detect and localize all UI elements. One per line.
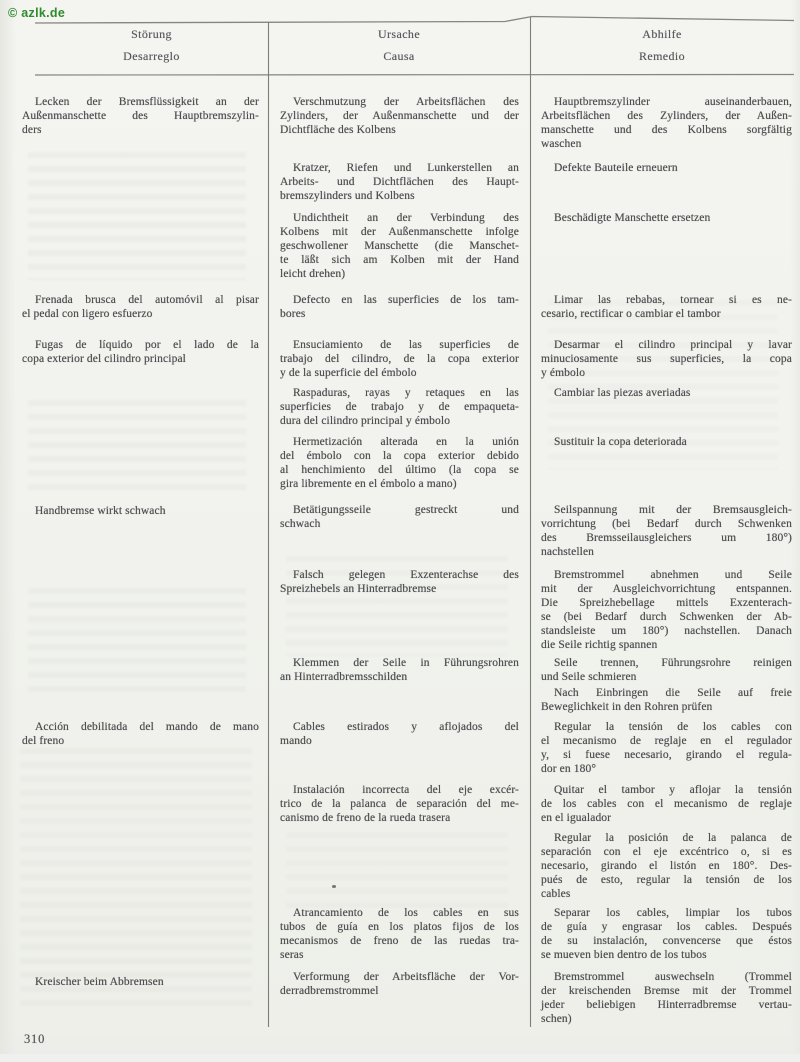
header-label-de: Störung — [131, 27, 172, 41]
table-cell — [280, 970, 519, 998]
cell-line: Separar los cables, limpiar los tubos — [554, 907, 792, 919]
cell-line: trabajo del cilindro, de la copa exterior — [280, 353, 519, 365]
cell-line: Klemmen der Seile in Führungsrohren — [293, 657, 519, 669]
column-abhilfe-cells — [541, 0, 792, 1062]
cell-line: schwach — [280, 518, 321, 530]
table-cell — [280, 338, 519, 380]
cell-line: bremszylinders und Kolbens — [280, 190, 415, 202]
cell-line: der kreischenden Bremse mit der Trommel — [541, 985, 792, 997]
cell-line: Hauptbremszylinder auseinanderbauen, — [554, 96, 792, 108]
cell-line: Cables estirados y aflojados del — [293, 721, 519, 733]
cell-line: se mueven bien dentro de los tubos — [541, 949, 707, 961]
table-cell — [541, 568, 792, 652]
table-cell — [541, 831, 792, 901]
cell-line: copa exterior del cilindro principal — [22, 353, 186, 365]
header-label-es: Remedio — [638, 49, 686, 63]
cell-line: Regular la tensión de los cables con — [554, 721, 792, 733]
cell-line: Atrancamiento de los cables en sus — [293, 907, 519, 919]
scan-bottom-edge — [0, 1054, 800, 1062]
cell-line: nachstellen — [541, 546, 595, 558]
cell-line: dura del cilindro principal y émbolo — [280, 415, 451, 427]
cell-line: Außenmanschette des Hauptbremszylin- — [22, 110, 259, 122]
cell-line: canismo de freno de la rueda trasera — [280, 812, 451, 824]
table-cell — [541, 95, 792, 151]
table-cell — [22, 504, 259, 518]
cell-line: pués de esto, regular la tensión de los — [541, 874, 792, 886]
cell-line: manschette und des Kolbens sorgfältig — [541, 124, 792, 136]
cell-line: Limar las rebabas, tornear si es ne- — [554, 294, 792, 306]
cell-line: Hermetización alterada en la unión — [293, 436, 519, 448]
header-label-de: Abhilfe — [642, 27, 682, 41]
cell-line: und Seile schmieren — [541, 671, 637, 683]
cell-line: Dichtfläche des Kolbens — [280, 124, 396, 136]
cell-line: superficies de trabajo y de empaqueta- — [280, 401, 519, 413]
table-cell — [280, 211, 519, 281]
table-cell — [280, 386, 519, 428]
table-cell — [280, 720, 519, 748]
cell-line: Betätigungsseile gestreckt und — [293, 504, 519, 516]
cell-line: Bremstrommel abnehmen und Seile — [554, 569, 792, 581]
header-label-es: Desarreglo — [123, 49, 180, 63]
table-cell — [541, 293, 792, 321]
column-stoerung-cells — [22, 0, 259, 1062]
cell-line: des Bremsseilausgleichers um 180°) — [541, 532, 792, 544]
cell-line: Regular la posición de la palanca de — [554, 832, 792, 844]
table-cell — [280, 783, 519, 825]
cell-line: te läßt sich am Kolben mit der Hand — [280, 254, 519, 266]
cell-line: el mecanismo de reglaje en el regulador — [541, 735, 792, 747]
table-cell — [541, 656, 792, 684]
cell-line: dor en 180° — [541, 763, 597, 775]
cell-line: Bremstrommel auswechseln (Trommel — [554, 971, 792, 983]
table-cell — [22, 293, 259, 321]
cell-line: Spreizhebels an Hinterradbremse — [280, 583, 437, 595]
cell-line: standsleiste um 180°) nachstellen. Danach — [541, 625, 792, 637]
cell-line: vorrichtung (bei Bedarf durch Schwenken — [541, 518, 792, 530]
cell-line: y émbolo — [541, 367, 586, 379]
column-ursache-cells — [280, 0, 519, 1062]
cell-line: Defecto en las superficies de los tam- — [293, 294, 519, 306]
table-cell — [280, 293, 519, 321]
table-cell — [280, 568, 519, 596]
cell-line: Nach Einbringen die Seile auf freie — [554, 687, 792, 699]
cell-line: bores — [280, 308, 306, 320]
cell-line: Kreischer beim Abbremsen — [35, 976, 164, 988]
cell-line: Zylinders, der Außenmanschette und der — [280, 110, 519, 122]
table-cell — [280, 906, 519, 962]
cell-line: Undichtheit an der Verbindung des — [293, 212, 519, 224]
table-cell — [541, 161, 792, 175]
cell-line: Seile trennen, Führungsrohre reinigen — [554, 657, 792, 669]
cell-line: jeder beliebigen Hinterradbremse vertau- — [541, 999, 792, 1011]
table-cell — [22, 338, 259, 366]
cell-line: an Hinterradbremsschilden — [280, 671, 408, 683]
ink-speck — [332, 885, 336, 888]
cell-line: seras — [280, 949, 304, 961]
cell-line: Acción debilitada del mando de mano — [35, 721, 259, 733]
cell-line: Defekte Bauteile erneuern — [554, 162, 678, 174]
table-cell — [280, 503, 519, 531]
cell-line: cesario, rectificar o cambiar el tambor — [541, 308, 721, 320]
table-cell — [280, 161, 519, 203]
cell-line: al henchimiento del último (la copa se — [280, 464, 519, 476]
cell-line: mit der Ausgleichvorrichtung entspannen. — [541, 583, 792, 595]
cell-line: derradbremstrommel — [280, 985, 379, 997]
cell-line: Seilspannung mit der Bremsausgleich- — [554, 504, 792, 516]
page-number: 310 — [24, 1032, 46, 1046]
cell-line: gira libremente en el émbolo a mano) — [280, 478, 457, 490]
cell-line: Kolbens mit der Außenmanschette infolge — [280, 226, 519, 238]
table-cell — [541, 211, 792, 225]
cell-line: se (bei Bedarf durch Schwenken der Ab- — [541, 611, 792, 623]
table-cell — [541, 970, 792, 1026]
cell-line: Handbremse wirkt schwach — [35, 505, 166, 517]
cell-line: geschwollener Manschette (die Manschet- — [280, 240, 519, 252]
table-cell — [541, 435, 792, 449]
cell-line: separación con el eje excéntrico o, si es — [541, 846, 792, 858]
cell-line: trico de la palanca de separación del me- — [280, 798, 519, 810]
table-cell — [280, 95, 519, 137]
cell-line: Ensuciamiento de las superficies de — [293, 339, 519, 351]
table-cell — [22, 95, 259, 137]
cell-line: de su instalación, convencerse que éstos — [541, 935, 792, 947]
table-cell — [541, 906, 792, 962]
cell-line: Sustituir la copa deteriorada — [554, 436, 687, 448]
cell-line: de los cables con el mecanismo de reglaje — [541, 798, 792, 810]
table-cell — [541, 503, 792, 559]
table-cell — [22, 975, 259, 989]
table-cell — [280, 435, 519, 491]
cell-line: Verschmutzung der Arbeitsflächen des — [293, 96, 519, 108]
header-label-es: Causa — [383, 49, 415, 63]
cell-line: y de la superficie del émbolo — [280, 367, 417, 379]
cell-line: Instalación incorrecta del eje excér- — [293, 784, 519, 796]
cell-line: y, si fuese necesario, girando el regula- — [541, 749, 792, 761]
cell-line: minuciosamente sus superficies, la copa — [541, 353, 792, 365]
cell-line: Die Spreizhebellage mittels Exzenterach- — [541, 597, 792, 609]
cell-line: mecanismos de freno de las ruedas tra- — [280, 935, 519, 947]
table-cell — [22, 720, 259, 748]
cell-line: Frenada brusca del automóvil al pisar — [35, 294, 259, 306]
cell-line: ders — [22, 124, 42, 136]
table-cell — [541, 386, 792, 400]
cell-line: Quitar el tambor y aflojar la tensión — [554, 784, 792, 796]
cell-line: Cambiar las piezas averiadas — [554, 387, 691, 399]
table-cell — [541, 720, 792, 776]
cell-line: necesario, girando el listón en 180°. Des- — [541, 860, 792, 872]
watermark-azlk: © azlk.de — [8, 6, 66, 20]
cell-line: Raspaduras, rayas y retaques en las — [293, 387, 519, 399]
cell-line: el pedal con ligero esfuerzo — [22, 308, 153, 320]
cell-line: Desarmar el cilindro principal y lavar — [554, 339, 792, 351]
cell-line: Arbeitsflächen des Zylinders, der Außen- — [541, 110, 792, 122]
cell-line: del freno — [22, 735, 65, 747]
cell-line: waschen — [541, 138, 582, 150]
cell-line: tubos de guía en los platos fijos de los — [280, 921, 519, 933]
cell-line: Lecken der Bremsflüssigkeit an der — [35, 96, 259, 108]
table-cell — [541, 686, 792, 714]
cell-line: Arbeits- und Dichtflächen des Haupt- — [280, 176, 519, 188]
header-label-de: Ursache — [377, 27, 421, 41]
cell-line: mando — [280, 735, 312, 747]
table-cell — [541, 783, 792, 825]
cell-line: Fugas de líquido por el lado de la — [35, 339, 259, 351]
cell-line: cables — [541, 888, 571, 900]
cell-line: schen) — [541, 1013, 572, 1025]
cell-line: Beweglichkeit in den Rohren prüfen — [541, 701, 713, 713]
cell-line: de guía y engrasar los cables. Después — [541, 921, 792, 933]
cell-line: Verformung der Arbeitsfläche der Vor- — [293, 971, 519, 983]
cell-line: en el igualador — [541, 812, 612, 824]
cell-line: leicht drehen) — [280, 268, 346, 280]
cell-line: die Seile richtig spannen — [541, 639, 658, 651]
cell-line: Beschädigte Manschette ersetzen — [554, 212, 711, 224]
table-cell — [541, 338, 792, 380]
cell-line: del émbolo con la copa exterior debido — [280, 450, 519, 462]
cell-line: Kratzer, Riefen und Lunkerstellen an — [293, 162, 519, 174]
table-cell — [280, 656, 519, 684]
cell-line: Falsch gelegen Exzenterachse des — [293, 569, 519, 581]
